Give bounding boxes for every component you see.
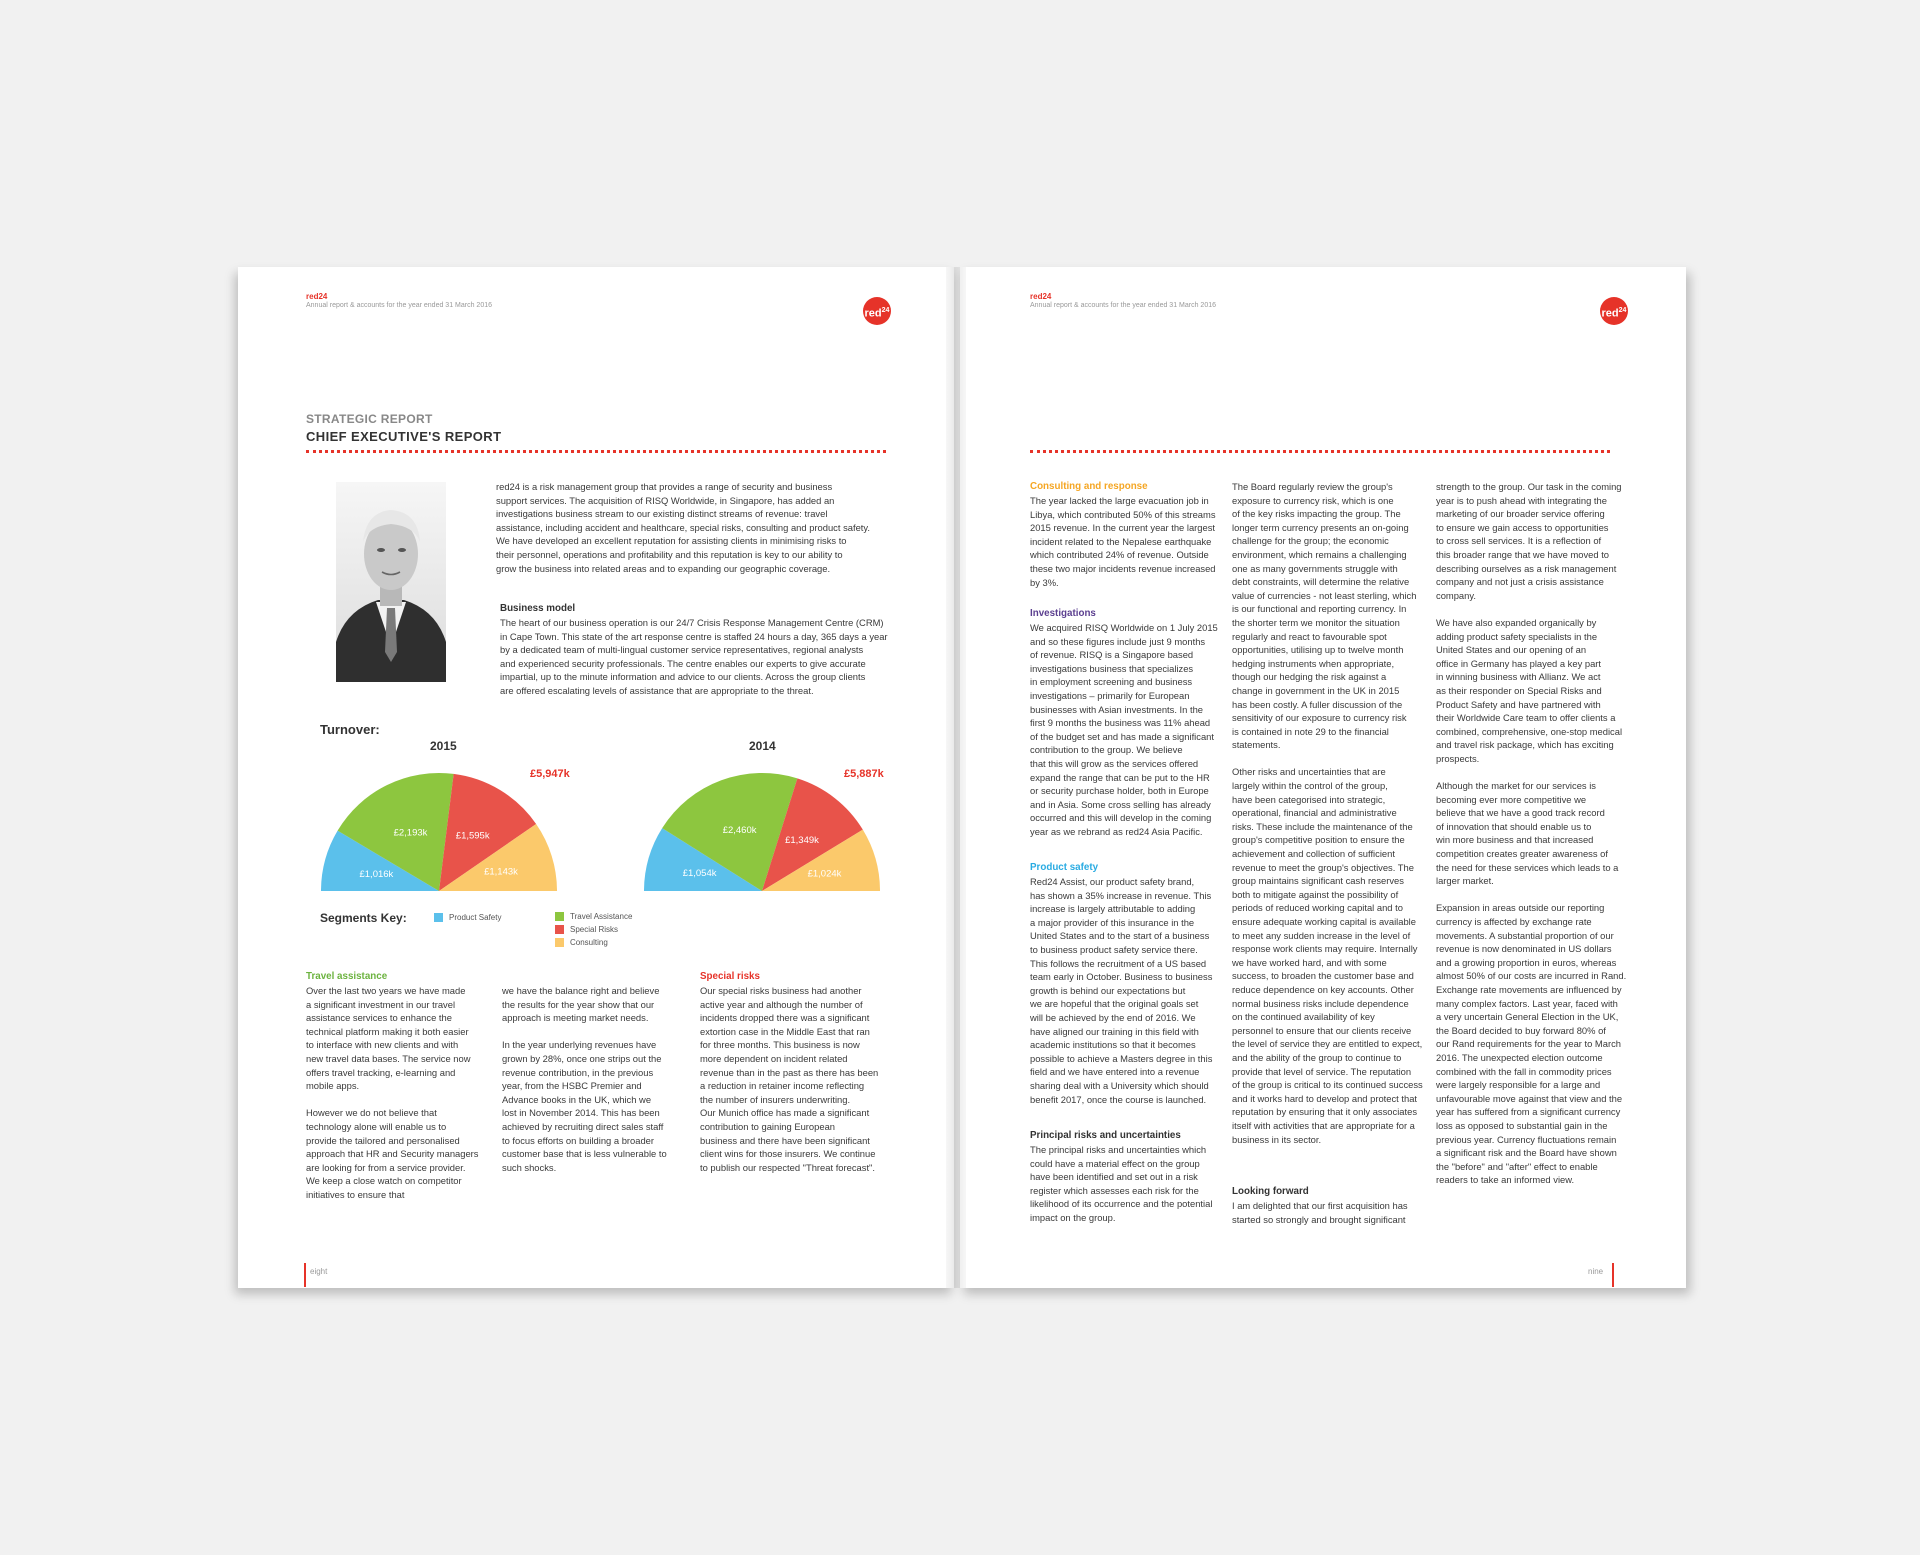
legend-label-travel-assistance: Travel Assistance bbox=[570, 912, 633, 921]
segments-key-label: Segments Key: bbox=[320, 911, 407, 925]
legend-swatch-special-risks bbox=[555, 925, 564, 934]
folio-marker-right bbox=[1612, 1263, 1614, 1287]
outlook-paragraph: strength to the group. Our task in the coming year is to push ahead with integrating the marketing of our broader service offering to ensure we gain access to opportunities to cross sell services. It is a reflection of this broader range that we have moved to describing ourselves as a risk management company and not just a crisis assistance company. We have also expanded organically by adding product safety specialists in the United States and our opening of an office in Germany has played a key part in winning business with Allianz. We act as their responder on Special Risks and Product Safety and have partnered with their Worldwide Care team to offer clients a combined, comprehensive, one-stop medical and travel risk package, which has exciting prospects. Although the market for our services is becoming ever more competitive we believe that we have a good track record of innovation that should enable us to win more business and that increased competition creates greater awareness of the need for these services which leads to a larger market. Expansion in areas outside our reporting currency is affected by exchange rate movements. A substantial proportion of our revenue is now denominated in US dollars and a growing proportion in euros, whereas almost 50% of our costs are incurred in Rand. Exchange rate movements are influenced by many complex factors. Last year, faced with a very uncertain General Election in the UK, the Board decided to buy forward 80% of our Rand requirements for the year to March 2016. The unexpected election outcome combined with the fall in commodity prices were largely responsible for a large and unfavourable move against that view and the year has suffered from a significant currency loss as opposed to substantial gain in the previous year. Currency fluctuations remain a significant risk and the Board have shown the "before" and "after" effect to enable readers to take an informed view. bbox=[1436, 481, 1627, 1186]
ceo-portrait bbox=[336, 482, 446, 682]
page-number-right: nine bbox=[1588, 1267, 1604, 1276]
page-number-left: eight bbox=[310, 1267, 328, 1276]
chart-2014-label-consulting: £1,024k bbox=[807, 868, 842, 880]
section-kicker: STRATEGIC REPORT bbox=[306, 412, 433, 426]
travel-assistance-heading: Travel assistance bbox=[306, 971, 388, 982]
portrait-illustration bbox=[336, 482, 446, 682]
chart-2014-label-product-safety: £1,054k bbox=[682, 868, 717, 879]
turnover-label: Turnover: bbox=[320, 722, 380, 737]
chart-2014-label-special-risks: £1,349k bbox=[785, 834, 819, 846]
chart-2014-label-travel-assistance: £2,460k bbox=[722, 825, 757, 837]
spine-gutter bbox=[946, 267, 966, 1288]
header-brand: red24 bbox=[306, 292, 328, 301]
chart-2015-label-product-safety: £1,016k bbox=[359, 868, 394, 880]
travel-assistance-col2: we have the balance right and believe the results for the year show that our approach is meeting market needs. In the year underlying revenues have grown by 28%, once one strips out the revenue contribution, in the previous year, from the HSBC Premier and Advance books in the UK, which we lost in November 2014. This has been achieved by recruiting direct sales staff to focus efforts on building a broader customer base that is less vulnerable to such shocks. bbox=[502, 985, 667, 1173]
special-risks-paragraph: Our special risks business had another active year and although the number of incidents dropped there was a significant extortion case in the Middle East that ran for three months. This business is now more dependent on incident related revenue than in the past as there has been a reduction in retainer income reflecting the number of insurers underwriting. Our Munich office has made a significant contribution to gaining European business and there have been significant client wins for those insurers. We continue to publish our respected "Threat forecast". bbox=[700, 985, 879, 1173]
intro-paragraph: red24 is a risk management group that provides a range of security and business support services. The acquisition of RISQ Worldwide, in Singapore, has added an investigations business stream to our existing distinct streams of revenue: travel assistance, including accident and healthcare, special risks, consulting and product safety. We have developed an excellent reputation for assisting clients in minimising risks to their personnel, operations and profitability and this reputation is key to our ability to grow the business into related areas and to expanding our geographic coverage. bbox=[496, 481, 870, 574]
chart-2014-total: £5,887k bbox=[844, 768, 884, 780]
chart-2014-year: 2014 bbox=[749, 739, 776, 753]
chart-2015-total: £5,947k bbox=[530, 768, 570, 780]
business-model-heading: Business model bbox=[500, 603, 576, 614]
dotted-divider bbox=[306, 450, 886, 453]
legend-label-consulting: Consulting bbox=[570, 938, 608, 947]
legend-swatch-product-safety bbox=[434, 913, 443, 922]
chart-2015-label-special-risks: £1,595k bbox=[455, 830, 490, 842]
chart-2015-label-consulting: £1,143k bbox=[484, 866, 518, 878]
principal-risks-heading: Principal risks and uncertainties bbox=[1030, 1130, 1181, 1141]
legend-label-special-risks: Special Risks bbox=[570, 925, 619, 934]
chart-2015-label-travel-assistance: £2,193k bbox=[393, 827, 428, 839]
turnover-chart-2015 bbox=[304, 761, 574, 901]
consulting-paragraph: The year lacked the large evacuation job in Libya, which contributed 50% of this streams 2015 revenue. In the current year the largest incident related to the Nepalese earthquake which contributed 24% of revenue. Outside these two major incidents revenue increased by 3%. bbox=[1030, 495, 1216, 588]
legend-swatch-travel-assistance bbox=[555, 912, 564, 921]
product-safety-heading: Product safety bbox=[1030, 862, 1099, 873]
investigations-heading: Investigations bbox=[1030, 608, 1096, 619]
page-title: CHIEF EXECUTIVE'S REPORT bbox=[306, 429, 502, 444]
legend-label-product-safety: Product Safety bbox=[449, 913, 502, 922]
right-page bbox=[960, 267, 1686, 1288]
special-risks-heading: Special risks bbox=[700, 971, 760, 982]
product-safety-paragraph: Red24 Assist, our product safety brand, has shown a 35% increase in revenue. This increase is largely attributable to adding a major provider of this insurance in the United States and to the start of a business to business product safety service there. This follows the recruitment of a US based team early in October. Business to business growth is behind our expectations but we are hopeful that the original goals set will be achieved by the end of 2016. We have aligned our training in this field with academic institutions so that it becomes possible to achieve a Masters degree in this field and we have entered into a revenue sharing deal with a University which should benefit 2017, once the course is launched. bbox=[1030, 876, 1213, 1105]
red24-logo-right: red$^{24}$ bbox=[1600, 297, 1628, 325]
red24-logo: red$^{24}$ bbox=[863, 297, 891, 325]
header-subtitle: Annual report & accounts for the year ended 31 March 2016 bbox=[306, 302, 493, 309]
folio-marker-left bbox=[304, 1263, 306, 1287]
left-page bbox=[238, 267, 954, 1288]
looking-forward-heading: Looking forward bbox=[1232, 1186, 1309, 1197]
principal-risks-paragraph: The principal risks and uncertainties which could have a material effect on the group have been identified and set out in a risk register which assesses each risk for the likelihood of its occurrence and the potential impact on the group. bbox=[1030, 1144, 1213, 1223]
legend-swatch-consulting bbox=[555, 938, 564, 947]
chart-2015-year: 2015 bbox=[430, 739, 457, 753]
currency-risk-paragraph: The Board regularly review the group's exposure to currency risk, which is one of the key risks impacting the group. The longer term currency presents an on-going challenge for the group; the economic environment, which remains a challenging one as many governments struggle with debt constraints, will determine the relative value of currencies - not least sterling, which is our functional and reporting currency. In the shorter term we monitor the situation regularly and react to favourable spot opportunities, utilising up to twelve month hedging instruments when appropriate, though our hedging the risk against a change in government in the UK in 2015 has been costly. A fuller discussion of the sensitivity of our exposure to currency risk is contained in note 29 to the financial statements. Other risks and uncertainties that are largely within the control of the group, have been categorised into strategic, operational, financial and administrative risks. These include the maintenance of the group's competitive position to ensure the achievement and collection of sufficient revenue to meet the group's objectives. The group maintains significant cash reserves both to mitigate against the possibility of periods of reduced working capital and to ensure adequate working capital is available to meet any sudden increase in the level of response work clients may require. Internally we have worked hard, and with some success, to broaden the customer base and reduce dependence on key accounts. Other normal business risks include dependence on the continued availability of key personnel to ensure that our clients receive the level of service they are entitled to expect, and the ability of the group to continue to provide that level of service. The reputation of the group is critical to its continued success and it works hard to develop and protect that reputation by ensuring that it only associates itself with activities that are appropriate for a business in its sector. bbox=[1232, 481, 1423, 1145]
business-model-paragraph: The heart of our business operation is our 24/7 Crisis Response Management Centre (CRM) in Cape Town. This state of the art response centre is staffed 24 hours a day, 365 days a year by a dedicated team of multi-lingual customer service representatives, regional analysts and experienced security professionals. The centre enables our experts to give accurate impartial, up to the minute information and advice to our clients. Across the group clients are offered escalating levels of assistance that are appropriate to the threat. bbox=[500, 617, 888, 696]
consulting-heading: Consulting and response bbox=[1030, 481, 1148, 492]
investigations-paragraph: We acquired RISQ Worldwide on 1 July 2015 and so these figures include just 9 months of revenue. RISQ is a Singapore based investigations business that specializes in employment screening and business investigations – primarily for European businesses with Asian investments. In the first 9 months the business was 11% ahead of the budget set and has made a significant contribution to the group. We believe that this will grow as the services offered expand the range that can be put to the HR or security purchase holder, both in Europe and in Asia. Some cross selling has already occurred and this will develop in the coming year as we rebrand as red24 Asia Pacific. bbox=[1030, 622, 1218, 837]
looking-forward-paragraph: I am delighted that our first acquisition has started so strongly and brought significant bbox=[1232, 1200, 1408, 1225]
travel-assistance-col1: Over the last two years we have made a significant investment in our travel assistance services to enhance the technical platform making it both easier to interface with new clients and with new travel data bases. The service now offers travel tracking, e-learning and mobile apps. However we do not believe that technology alone will enable us to provide the tailored and personalised approach that HR and Security managers are looking for from a service provider. We keep a close watch on competitor initiatives to ensure that bbox=[306, 985, 479, 1200]
header-subtitle-right: Annual report & accounts for the year ended 31 March 2016 bbox=[1030, 302, 1217, 309]
header-brand-right: red24 bbox=[1030, 292, 1052, 301]
turnover-chart-2014 bbox=[627, 761, 897, 901]
dotted-divider-right bbox=[1030, 450, 1610, 453]
